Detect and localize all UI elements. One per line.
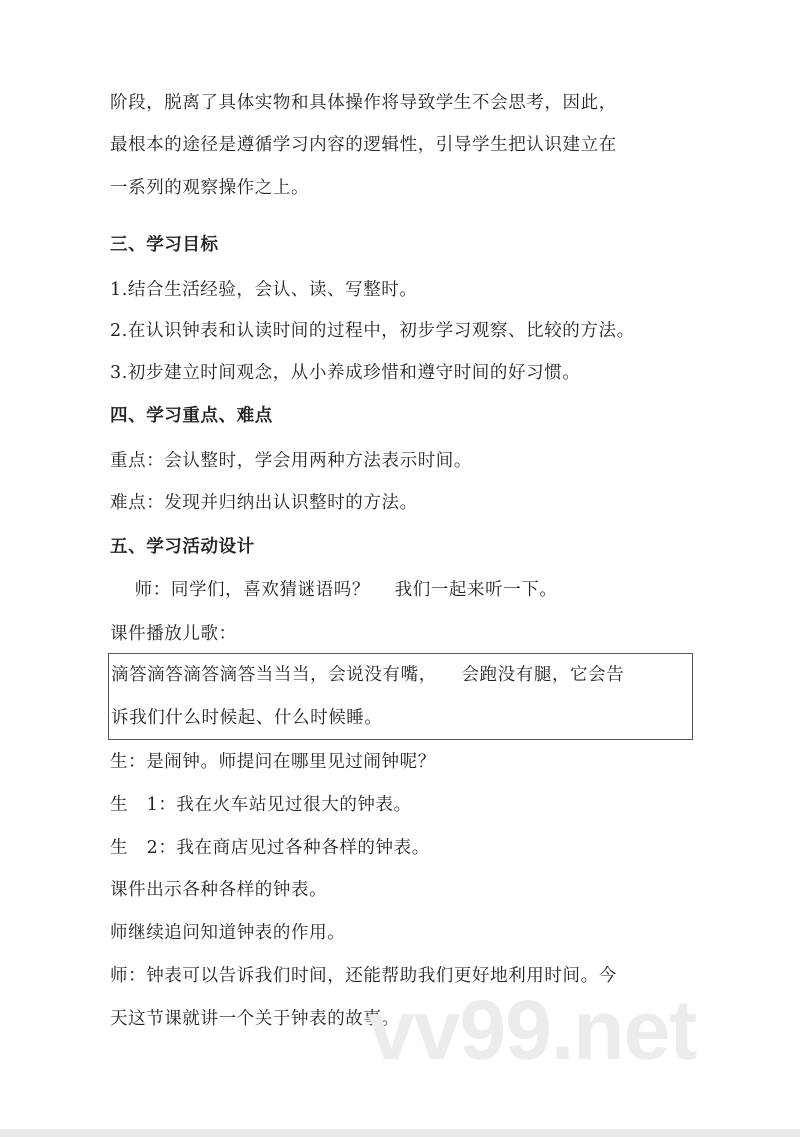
objective-item: 2.在认识钟表和认读时间的过程中，初步学习观察、比较的方法。 <box>110 321 635 341</box>
rhyme-line: 滴答滴答滴答滴答当当当，会说没有嘴， 会跑没有腿，它会告 <box>111 665 625 685</box>
paragraph-line: 阶段，脱离了具体实物和具体操作将导致学生不会思考，因此， <box>110 93 617 113</box>
dialogue-line: 师：钟表可以告诉我们时间，还能帮助我们更好地利用时间。今 <box>110 966 617 986</box>
dialogue-line: 课件播放儿歌： <box>110 624 237 644</box>
dialogue-line: 师继续追问知道钟表的作用。 <box>110 923 346 943</box>
section-heading-3: 三、学习目标 <box>110 235 219 255</box>
dialogue-line: 生 2：我在商店见过各种各样的钟表。 <box>110 838 430 858</box>
difficult-point: 难点：发现并归纳出认识整时的方法。 <box>110 493 418 513</box>
dialogue-line: 天这节课就讲一个关于钟表的故事。 <box>110 1009 400 1029</box>
watermark: vv99.net <box>368 983 697 1077</box>
dialogue-line: 师：同学们，喜欢猜谜语吗？ 我们一起来听一下。 <box>110 580 558 600</box>
dialogue-line: 课件出示各种各样的钟表。 <box>110 880 328 900</box>
dialogue-line: 生 1：我在火车站见过很大的钟表。 <box>110 795 412 815</box>
paragraph-line: 一系列的观察操作之上。 <box>110 178 310 198</box>
dialogue-line: 生：是闹钟。师提问在哪里见过闹钟呢？ <box>110 752 436 772</box>
paragraph-line: 最根本的途径是遵循学习内容的逻辑性，引导学生把认识建立在 <box>110 135 617 155</box>
rhyme-line: 诉我们什么时候起、什么时候睡。 <box>111 708 383 728</box>
section-heading-5: 五、学习活动设计 <box>110 537 255 557</box>
section-heading-4: 四、学习重点、难点 <box>110 406 273 426</box>
key-point: 重点：会认整时，学会用两种方法表示时间。 <box>110 451 472 471</box>
objective-item: 3.初步建立时间观念，从小养成珍惜和遵守时间的好习惯。 <box>110 363 581 383</box>
objective-item: 1.结合生活经验，会认、读、写整时。 <box>110 280 418 300</box>
page-bottom-edge <box>0 1129 800 1137</box>
